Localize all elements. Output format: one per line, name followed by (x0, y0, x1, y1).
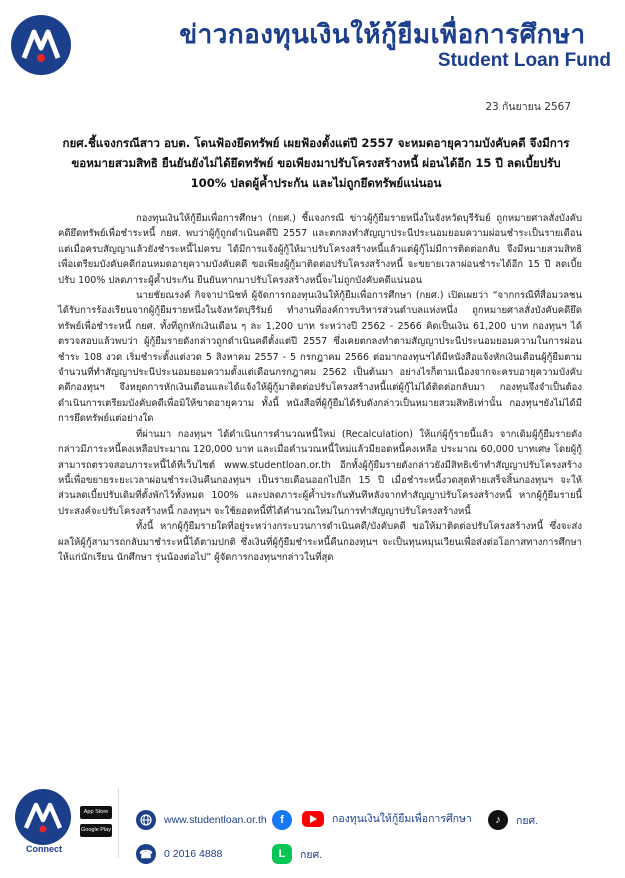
tiktok-icon: ♪ (488, 810, 508, 830)
loan-fund-logo (10, 14, 72, 76)
paragraph: นายชัยณรงค์ กิจจาปานิชท์ ผู้จัดการกองทุนเงินให้กู้ยืมเพื่อการศึกษา (กยศ.) เปิดเผยว่า “จากกรณีที่สื่อมวลชนได้รับการร้องเรียนจากผู้กู้ยืมรายหนึ่งในจังหวัดบุรีรัมย์ ทำงานที่องค์การบริหารส่วนตำบลแห่งหนึ่ง ถูกหมายศาลสั่งบังคับคดียึดทรัพย์เพื่อชำระหนี้ กยศ. ทั้งที่ถูกหักเงินเดือน ๆ ละ 1,200 บาท ระหว่างปี 2562 - 2566 คิดเป็นเงิน 61,200 บาท กองทุนฯ ได้ตรวจสอบแล้วพบว่า ผู้กู้ยืมรายดังกล่าวถูกดำเนินคดีตั้งแต่ปี 2557 ซึ่งเคยตกลงทำตามสัญญาประนีประนอมยอมความในการผ่อนชำระ 108 งวด เริ่มชำระตั้งแต่งวด 5 สิงหาคม 2557 - 5 กรกฎาคม 2566 ต่อมากองทุนฯได้มีหนังสือแจ้งหักเงินเดือนผู้กู้ยืมตามจำนวนที่ทำสัญญาประนีประนอมยอมความตั้งแต่เดือนกรกฎาคม 2562 เป็นต้นมา อย่างไรก็ตามเนื่องจากจะครบอายุความบังคับคดีกองทุนฯ จึงหยุดการหักเงินเดือนและได้แจ้งให้ผู้กู้มาติดต่อปรับโครงสร้างหนี้แต่ผู้กู้ไม่ได้ติดต่อกลับมา กองทุนจึงจำเป็นต้องดำเนินการเตรียมบังคับคดีเพื่อมิให้ขาดอายุความ ทั้งนี้ หนังสือที่ผู้กู้ยืมได้รับดังกล่าวเป็นหมายสวมสิทธิเท่านั้น กองทุนฯยังไม่ได้มีการยึดทรัพย์แต่อย่างใด (58, 290, 582, 425)
phone-number[interactable]: 0 2016 4888 (164, 848, 223, 860)
website-contact[interactable] (136, 810, 267, 830)
connect-app-logo (14, 788, 72, 846)
phone-icon: ☎ (136, 844, 156, 864)
page-header (0, 0, 625, 86)
header-title-thai: ข่าวกองทุนเงินให้กู้ยืมเพื่อการศึกษา (179, 20, 586, 50)
paragraph: ทั้งนี้ หากผู้กู้ยืมรายใดที่อยู่ระหว่างกระบวนการดำเนินคดี/บังคับคดี ขอให้มาติดต่อปรับโครงสร้างหนี้ ซึ่งจะส่งผลให้ผู้กู้สามารถกลับมาชำระหนี้ได้ตามปกติ ซึ่งเงินที่ผู้กู้ยืมชำระหนี้คืนกองทุนฯ จะเป็นทุนหมุนเวียนเพื่อส่งต่อโอกาสทางการศึกษาให้แก่นักเรียน นักศึกษา รุ่นน้องต่อไป” ผู้จัดการกองทุนฯกล่าวในที่สุด (58, 521, 582, 563)
facebook-contact[interactable] (272, 810, 292, 830)
headline: กยศ.ชี้แจงกรณีสาว อบต. โดนฟ้องยึดทรัพย์ เผยฟ้องตั้งแต่ปี 2557 จะหมดอายุความบังคับคดี จึงมีการขอหมายสวมสิทธิ ยืนยันยังไม่ได้ยึดทรัพย์ ขอเพียงมาปรับโครงสร้างหนี้ ผ่อนได้อีก 15 ปี ลดเบี้ยปรับ 100% ปลดผู้ค้ำประกัน และไม่ถูกยึดทรัพย์แน่นอน (62, 136, 570, 190)
youtube-contact[interactable] (302, 810, 472, 827)
app-store-badge[interactable]: App Store (80, 806, 112, 819)
line-icon: L (272, 844, 292, 864)
tiktok-contact[interactable] (488, 810, 538, 830)
page-footer (0, 776, 625, 878)
connect-label: Connect (26, 844, 62, 854)
facebook-page-name[interactable]: กองทุนเงินให้กู้ยืมเพื่อการศึกษา (332, 813, 472, 825)
footer-divider (118, 788, 119, 858)
tiktok-name[interactable]: กยศ. (516, 814, 539, 827)
website-link[interactable]: www.studentloan.or.th (164, 814, 267, 826)
google-play-badge[interactable]: Google Play (80, 824, 112, 837)
article-body (58, 211, 582, 565)
paragraph: กองทุนเงินให้กู้ยืมเพื่อการศึกษา (กยศ.) ชี้แจงกรณี ข่าวผู้กู้ยืมรายหนึ่งในจังหวัดบุรีรัมย์ ถูกหมายศาลสั่งบังคับคดียึดทรัพย์เพื่อชำระหนี้ กยศ. พบว่าผู้กู้ถูกดำเนินคดีปี 2557 และตกลงทำสัญญาประนีประนอมยอมความผ่อนชำระเป็นรายเดือน แต่เมื่อครบสัญญาแล้วยังชำระหนี้ไม่ครบ ได้มีการแจ้งผู้กู้ให้มาปรับโครงสร้างหนี้แล้วแต่ผู้กู้ไม่มีการติดต่อกลับ จึงมีหมายสวมสิทธิเพื่อเตรียมบังคับคดีก่อนหมดอายุความบังคับคดี ขอเพียงผู้กู้มาติดต่อปรับโครงสร้างหนี้ จะขยายเวลาผ่อนชำระได้อีก 15 ปี ลดเบี้ยปรับ 100% ปลดภาระผู้ค้ำประกัน ยืนยันหากมาปรับโครงสร้างหนี้จะไม่ถูกบังคับคดีแน่นอน (58, 213, 582, 286)
paragraph: ที่ผ่านมา กองทุนฯ ได้ดำเนินการคำนวณหนี้ใหม่ (Recalculation) ให้แก่ผู้กู้รายนี้แล้ว จากเดิมผู้กู้ยืมรายดังกล่าวมีภาระหนี้คงเหลือประมาณ 120,000 บาท และเมื่อคำนวณหนี้ใหม่แล้วมียอดหนี้คงเหลือ ประมาณ 60,000 บาทเศษ โดยผู้กู้สามารถตรวจสอบภาระหนี้ได้ที่เว็บไซต์ www.studentloan.or.th อีกทั้งผู้กู้ยืมรายดังกล่าวยังมีสิทธิเข้าทำสัญญาปรับโครงสร้างหนี้เพื่อขยายระยะเวลาผ่อนชำระเงินคืนกองทุนฯ เป็นรายเดือนออกไปอีก 15 ปี เมื่อชำระหนี้งวดสุดท้ายเสร็จสิ้นกองทุนฯ จะให้ส่วนลดเบี้ยปรับเดิมที่ตั้งพักไว้ทั้งหมด 100% และปลดภาระผู้ค้ำประกันทันทีหลังจากทำสัญญาปรับโครงสร้างหนี้ หากผู้กู้ยืมรายนี้ประสงค์จะปรับโครงสร้างหนี้ กองทุนฯ จะใช้ยอดหนี้ที่ได้คำนวณใหม่ในการทำสัญญาปรับโครงสร้างหนี้ (58, 428, 582, 517)
phone-contact[interactable] (136, 844, 222, 864)
youtube-icon (302, 811, 324, 827)
line-contact[interactable] (272, 844, 322, 864)
facebook-icon: f (272, 810, 292, 830)
line-name[interactable]: กยศ. (300, 848, 323, 861)
header-title-english: Student Loan Fund (437, 50, 611, 71)
globe-icon (136, 810, 156, 830)
publish-date: 23 กันยายน 2567 (485, 101, 571, 113)
